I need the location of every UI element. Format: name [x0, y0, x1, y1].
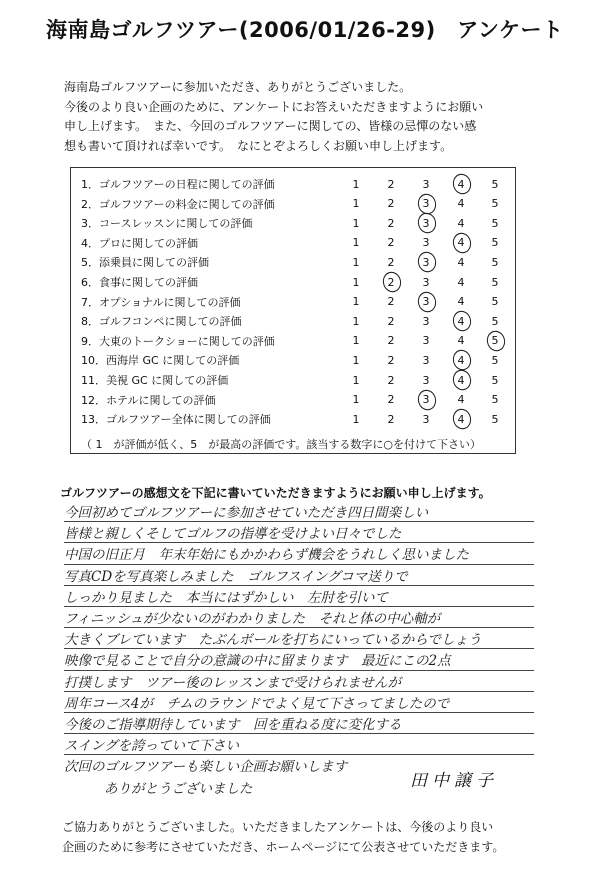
rating-option-4[interactable]: 4 [457, 197, 465, 211]
rating-option-4[interactable]: 4 [457, 314, 465, 328]
rating-option-3[interactable]: 3 [422, 295, 430, 309]
rating-option-3[interactable]: 3 [422, 275, 430, 289]
rating-option-4[interactable]: 4 [457, 295, 465, 309]
intro-line: 今後のより良い企画のために、アンケートにお答えいただきますようにお願い [64, 99, 484, 114]
rating-option-1[interactable]: 1 [352, 216, 360, 230]
page-title: 海南島ゴルフツアー(2006/01/26-29) アンケート [46, 18, 564, 42]
rating-option-2[interactable]: 2 [387, 177, 395, 191]
rating-option-4[interactable]: 4 [457, 373, 465, 387]
question-label: 11．美視 GC に関しての評価 [81, 374, 229, 387]
rating-option-4[interactable]: 4 [457, 393, 465, 407]
question-label: 3．コースレッスンに関しての評価 [81, 217, 253, 231]
rating-option-2[interactable]: 2 [387, 353, 395, 367]
rating-row [81, 272, 511, 292]
comment-line: ありがとうございました [104, 780, 253, 797]
rating-option-5[interactable]: 5 [491, 334, 499, 348]
rating-option-5[interactable]: 5 [491, 236, 499, 250]
rating-option-2[interactable]: 2 [387, 216, 395, 230]
scale-note: （ 1 が評価が低く、5 が最高の評価です。該当する数字に○を付けて下さい） [81, 438, 481, 451]
rating-option-4[interactable]: 4 [457, 177, 465, 191]
rating-option-2[interactable]: 2 [387, 236, 395, 250]
rating-row [81, 252, 511, 272]
footer-line: ご協力ありがとうございました。いただきましたアンケートは、今後のより良い [62, 820, 494, 834]
rating-option-3[interactable]: 3 [422, 255, 430, 269]
rating-option-1[interactable]: 1 [352, 314, 360, 328]
question-label: 13．ゴルフツアー全体に関しての評価 [81, 413, 271, 427]
intro-text [64, 78, 564, 156]
rating-option-3[interactable]: 3 [422, 334, 430, 348]
rating-option-5[interactable]: 5 [491, 275, 499, 289]
rating-option-1[interactable]: 1 [352, 412, 360, 426]
rating-option-4[interactable]: 4 [457, 275, 465, 289]
rating-option-5[interactable]: 5 [491, 314, 499, 328]
comment-line: 大きくブレています たぶんボールを打ちにいっているからでしょう [64, 632, 482, 649]
rating-option-3[interactable]: 3 [422, 216, 430, 230]
question-label: 7．オプショナルに関しての評価 [81, 295, 241, 309]
comment-line: フィニッシュが少ないのがわかりました それと体の中心軸が [64, 611, 441, 627]
rating-option-1[interactable]: 1 [352, 353, 360, 367]
rating-table [70, 167, 516, 454]
rating-option-3[interactable]: 3 [422, 353, 430, 367]
question-label: 4．プロに関しての評価 [81, 236, 198, 250]
rating-option-2[interactable]: 2 [387, 314, 395, 328]
rating-option-3[interactable]: 3 [422, 393, 430, 407]
question-label: 2．ゴルフツアーの料金に関しての評価 [81, 197, 275, 211]
rating-row [81, 174, 511, 194]
rating-option-1[interactable]: 1 [352, 236, 360, 250]
intro-line: 申し上げます。 また、今回のゴルフツアーに関しての、皆様の忌憚のない感 [64, 119, 477, 133]
comment-line: 皆様と親しくそしてゴルフの指導を受けよい日々でした [64, 526, 402, 543]
footer-line: 企画のために参考にさせていただき、ホームページにて公表させていただきます。 [62, 840, 505, 854]
rating-option-4[interactable]: 4 [457, 353, 465, 367]
rating-option-5[interactable]: 5 [491, 216, 499, 230]
comment-line: 写真CDを写真楽しみました ゴルフスイングコマ送りで [64, 568, 408, 585]
question-label: 9．大東のトークショーに関しての評価 [81, 334, 275, 348]
signature: 田中譲子 [410, 771, 498, 791]
rating-option-3[interactable]: 3 [422, 314, 430, 328]
rating-option-1[interactable]: 1 [352, 197, 360, 211]
comment-line: 次回のゴルフツアーも楽しい企画お願いします [64, 759, 348, 776]
question-label: 8．ゴルフコンペに関しての評価 [81, 315, 242, 329]
comment-line: 映像で見ることで自分の意識の中に留まります 最近にこの2点 [64, 653, 451, 670]
comment-line: しっかり見ました 本当にはずかしい 左肘を引いて [64, 589, 388, 606]
intro-line: 海南島ゴルフツアーに参加いただき、ありがとうございました。 [64, 80, 412, 94]
rating-option-5[interactable]: 5 [491, 295, 499, 309]
rating-row [81, 409, 511, 429]
comment-line: 今回初めてゴルフツアーに参加させていただき四日間楽しい [64, 505, 429, 521]
rating-option-1[interactable]: 1 [352, 334, 360, 348]
rating-option-4[interactable]: 4 [457, 236, 465, 250]
intro-line: 想も書いて頂ければ幸いです。 なにとぞよろしくお願い申し上げます。 [64, 138, 453, 153]
question-label: 12．ホテルに関しての評価 [81, 393, 216, 407]
question-label: 6．食事に関しての評価 [81, 276, 198, 289]
rating-option-4[interactable]: 4 [457, 334, 465, 348]
rating-option-5[interactable]: 5 [491, 197, 499, 211]
comment-line: スイングを誇っていて下さい [64, 738, 239, 755]
rating-option-4[interactable]: 4 [457, 412, 465, 426]
comment-line: 周年コース4が チムのラウンドでよく見て下さってましたので [64, 695, 450, 712]
rating-option-2[interactable]: 2 [387, 275, 395, 289]
rating-row [81, 350, 511, 370]
rating-option-2[interactable]: 2 [387, 255, 395, 269]
rating-option-4[interactable]: 4 [457, 255, 465, 269]
rating-option-1[interactable]: 1 [352, 275, 360, 289]
rating-option-3[interactable]: 3 [422, 373, 430, 387]
rating-option-1[interactable]: 1 [352, 373, 360, 387]
rating-option-4[interactable]: 4 [457, 216, 465, 230]
rating-option-3[interactable]: 3 [422, 197, 430, 211]
question-label: 5．添乗員に関しての評価 [81, 256, 209, 270]
rating-row [81, 213, 511, 233]
rating-row [81, 370, 511, 390]
rating-option-5[interactable]: 5 [491, 177, 499, 191]
selected-circle [451, 407, 474, 432]
question-label: 1．ゴルフツアーの日程に関しての評価 [81, 178, 275, 191]
rating-row [81, 194, 511, 214]
rating-option-1[interactable]: 1 [352, 255, 360, 269]
rating-option-1[interactable]: 1 [352, 177, 360, 191]
rating-row [81, 233, 511, 253]
rating-option-2[interactable]: 2 [387, 373, 395, 387]
rating-option-3[interactable]: 3 [422, 177, 430, 191]
rating-option-2[interactable]: 2 [387, 412, 395, 426]
comment-line: 打撲します ツアー後のレッスンまで受けられませんが [64, 674, 401, 691]
rating-option-3[interactable]: 3 [422, 236, 430, 250]
comment-line: 中国の旧正月 年末年始にもかかわらず機会をうれしく思いました [64, 547, 469, 564]
rating-option-5[interactable]: 5 [491, 373, 499, 387]
question-label: 10．西海岸 GC に関しての評価 [81, 354, 240, 368]
rating-row [81, 311, 511, 331]
comment-prompt: ゴルフツアーの感想文を下記に書いていただきますようにお願い申し上げます。 [60, 486, 491, 500]
rating-row [81, 292, 511, 312]
rating-option-2[interactable]: 2 [387, 295, 395, 309]
rating-option-5[interactable]: 5 [491, 255, 499, 269]
rating-option-2[interactable]: 2 [387, 197, 395, 211]
comment-line: 今後のご指導期待しています 回を重ねる度に変化する [64, 717, 402, 733]
rating-option-5[interactable]: 5 [491, 353, 499, 367]
rating-option-3[interactable]: 3 [422, 412, 430, 426]
footer-text [62, 817, 504, 857]
rating-option-1[interactable]: 1 [352, 393, 360, 407]
rating-option-2[interactable]: 2 [387, 393, 395, 407]
rating-row [81, 390, 511, 410]
rating-option-5[interactable]: 5 [491, 412, 499, 426]
rating-option-2[interactable]: 2 [387, 334, 395, 348]
rating-option-1[interactable]: 1 [352, 295, 360, 309]
rating-option-5[interactable]: 5 [491, 393, 499, 407]
rating-row [81, 331, 511, 351]
